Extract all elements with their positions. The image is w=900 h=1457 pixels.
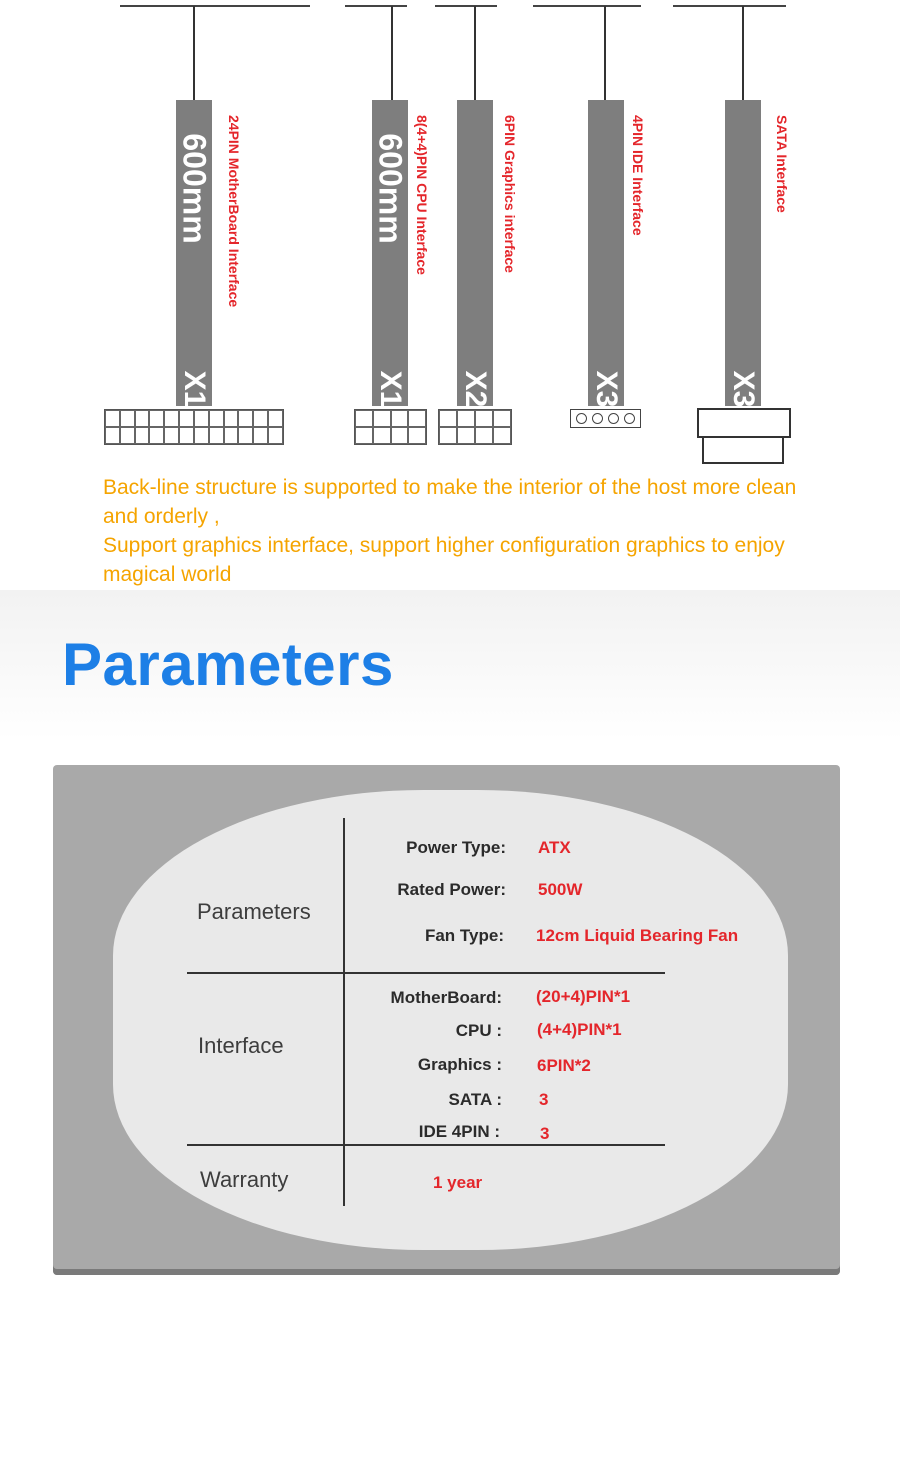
- spec-value-warranty: 1 year: [433, 1173, 483, 1192]
- connector-24pin-icon: [104, 409, 284, 445]
- cable-wire: [193, 6, 195, 100]
- spec-label: SATA :: [448, 1090, 502, 1109]
- spec-row-divider: [187, 1144, 665, 1146]
- cable-multiplier: X3: [727, 370, 760, 408]
- connector-sata-icon: [697, 408, 791, 438]
- spec-value: (20+4)PIN*1: [536, 987, 631, 1006]
- cable-wire: [604, 6, 606, 100]
- cable-sata: [725, 100, 761, 406]
- cable-multiplier: X1: [178, 370, 211, 408]
- cable-diagram: [0, 0, 900, 470]
- spec-label: Fan Type:: [424, 926, 504, 945]
- cable-top-line: [533, 5, 641, 7]
- spec-value: 3: [539, 1090, 549, 1109]
- cable-wire: [391, 6, 393, 100]
- cable-multiplier: X2: [459, 370, 492, 408]
- cable-graphics: [457, 100, 493, 406]
- cable-multiplier: X3: [590, 370, 623, 408]
- cable-top-line: [673, 5, 786, 7]
- spec-value: (4+4)PIN*1: [537, 1020, 622, 1039]
- connector-cpu-icon: [354, 409, 427, 445]
- spec-value: 12cm Liquid Bearing Fan: [536, 926, 739, 945]
- spec-label: MotherBoard:: [390, 988, 502, 1007]
- cable-wire: [742, 6, 744, 100]
- cable-length: 600mm: [176, 133, 213, 244]
- cable-label: 6PIN Graphics interface: [502, 115, 518, 273]
- cable-label: SATA Interface: [774, 115, 790, 213]
- spec-label: Rated Power:: [397, 880, 506, 899]
- cable-top-line: [435, 5, 497, 7]
- cable-length: 600mm: [372, 133, 409, 244]
- spec-group-parameters: Parameters: [197, 899, 311, 924]
- connector-6pin-icon: [438, 409, 512, 445]
- spec-value: ATX: [538, 838, 571, 857]
- cable-wire: [474, 6, 476, 100]
- spec-column-divider: [343, 818, 345, 1206]
- cable-cpu: [372, 100, 408, 406]
- cable-ide: [588, 100, 624, 406]
- cable-24pin: [176, 100, 212, 406]
- spec-label: CPU :: [455, 1021, 502, 1040]
- spec-label: Power Type:: [406, 838, 506, 857]
- spec-label: IDE 4PIN :: [418, 1122, 500, 1141]
- description-line: Back-line structure is supported to make the interior of the host more clean and orderly ,: [103, 476, 797, 528]
- feature-description: [103, 473, 823, 589]
- cable-top-line: [120, 5, 310, 7]
- section-title: Parameters: [62, 631, 394, 698]
- spec-group-interface: Interface: [198, 1033, 284, 1058]
- cable-multiplier: X1: [374, 370, 407, 408]
- spec-label: Graphics :: [417, 1055, 502, 1074]
- spec-group-warranty: Warranty: [200, 1167, 289, 1192]
- connector-sata-base-icon: [702, 436, 784, 464]
- spec-value: 6PIN*2: [537, 1056, 591, 1075]
- spec-value: 3: [540, 1124, 550, 1143]
- description-line: Support graphics interface, support higher configuration graphics to enjoy magical world: [103, 534, 785, 586]
- connector-ide-icon: [570, 409, 641, 428]
- spec-value: 500W: [538, 880, 583, 899]
- cable-top-line: [345, 5, 407, 7]
- cable-label: 8(4+4)PIN CPU Interface: [414, 115, 430, 275]
- cable-label: 24PIN MotherBoard Interface: [226, 115, 242, 308]
- spec-row-divider: [187, 972, 665, 974]
- cable-label: 4PIN IDE Interface: [630, 115, 646, 236]
